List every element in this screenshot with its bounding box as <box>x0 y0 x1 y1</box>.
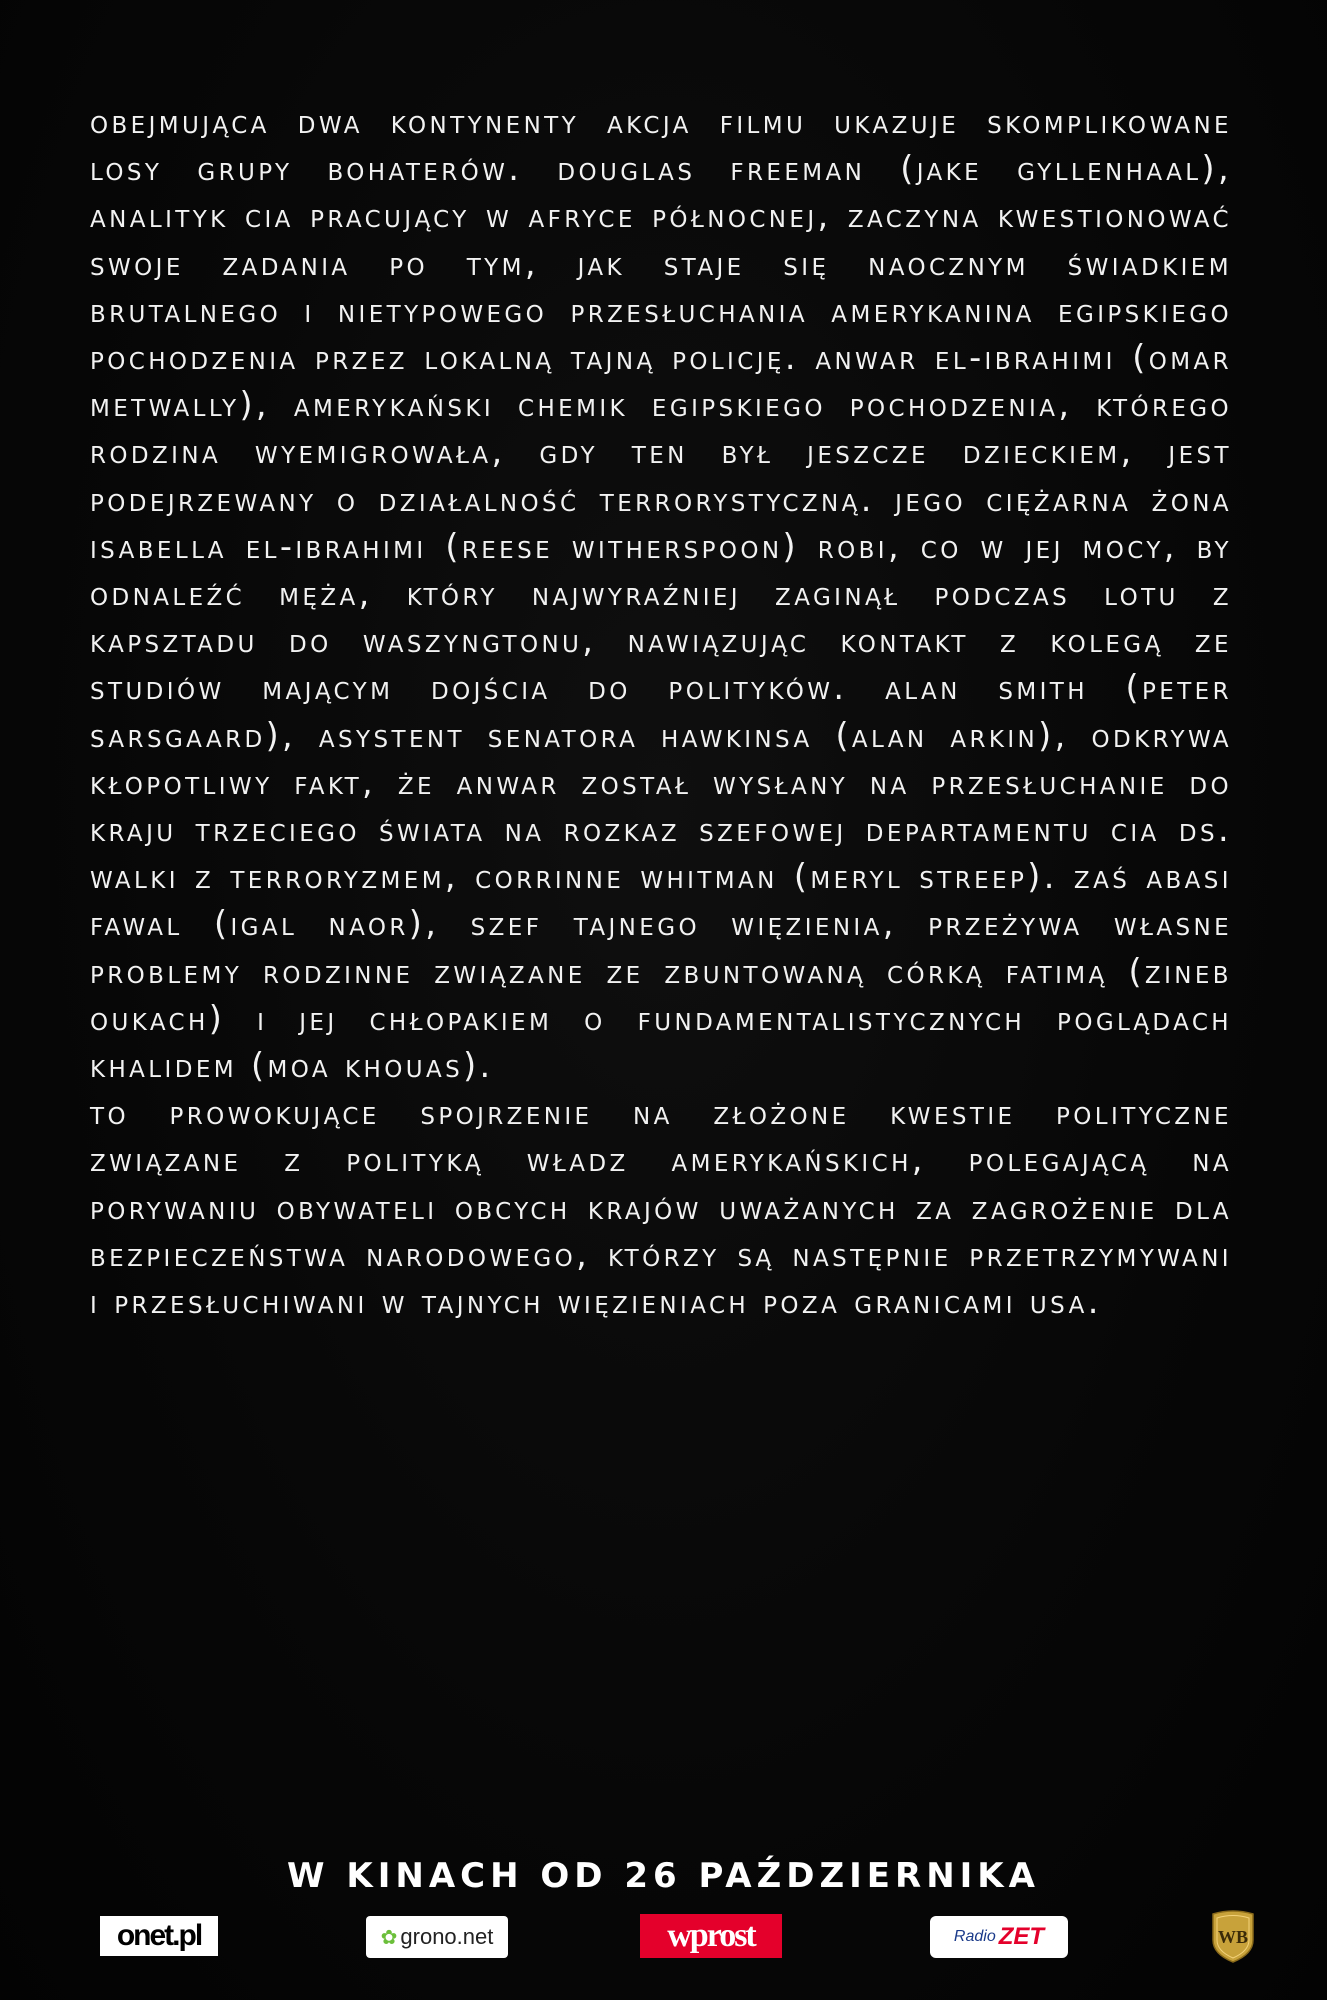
warner-bros-shield-icon <box>1210 1910 1256 1964</box>
synopsis-paragraph-1: obejmująca dwa kontynenty akcja filmu ukazuje skomplikowane losy grupy bohaterów. douglas freeman (jake gyllenhaal), analityk cia pracujący w afryce północnej, zaczyna kwestionować swoje zadania po tym, jak staje się naocznym świadkiem brutalnego i nietypowego przesłuchania amerykanina egipskiego pochodzenia przez lokalną tajną policję. anwar el-ibrahimi (omar metwally), amerykański chemik egipskiego pochodzenia, którego rodzina wyemigrowała, gdy ten był jeszcze dzieckiem, jest podejrzewany o działalność terrorystyczną. jego ciężarna żona isabella el-ibrahimi (reese witherspoon) robi, co w jej mocy, by odnaleźć męża, który najwyraźniej zaginął podczas lotu z kapsztadu do waszyngtonu, nawiązując kontakt z kolegą ze studiów mającym dojścia do polityków. alan smith (peter sarsgaard), asystent senatora hawkinsa (alan arkin), odkrywa kłopotliwy fakt, że anwar został wysłany na przesłuchanie do kraju trzeciego świata na rozkaz szefowej departamentu cia ds. walki z terroryzmem, corrinne whitman (meryl streep). zaś abasi fawal (igal naor), szef tajnego więzienia, przeżywa własne problemy rodzinne związane ze zbuntowaną córką fatimą (zineb oukach) i jej chłopakiem o fundamentalistycznych poglądach khalidem (moa khouas). <box>90 102 1232 1086</box>
synopsis-paragraph-2: to prowokujące spojrzenie na złożone kwestie polityczne związane z polityką władz amerykańskich, polegającą na porywaniu obywateli obcych krajów uważanych za zagrożenie dla bezpieczeństwa narodowego, którzy są następnie przetrzymywani i przesłuchiwani w tajnych więzieniach poza granicami usa. <box>90 1093 1232 1322</box>
radio-zet-logo-radio: Radio <box>953 1928 996 1945</box>
warner-bros-shield-svg <box>1210 1910 1256 1964</box>
radio-zet-logo-zet: ZET <box>998 1923 1045 1950</box>
wb-letters: WB <box>1217 1927 1249 1947</box>
radio-zet-logo <box>930 1916 1068 1958</box>
onet-logo: onet.pl <box>100 1916 218 1956</box>
release-date-banner: W KINACH OD 26 PAŹDZIERNIKA <box>287 1856 1040 1896</box>
grono-logo-text: grono.net <box>400 1924 494 1949</box>
synopsis-text <box>90 98 1232 1325</box>
grono-logo <box>366 1916 508 1958</box>
wprost-logo: wprost <box>640 1914 782 1958</box>
leaf-icon: ✿ <box>380 1926 398 1949</box>
sponsor-logos <box>0 1906 1327 1966</box>
